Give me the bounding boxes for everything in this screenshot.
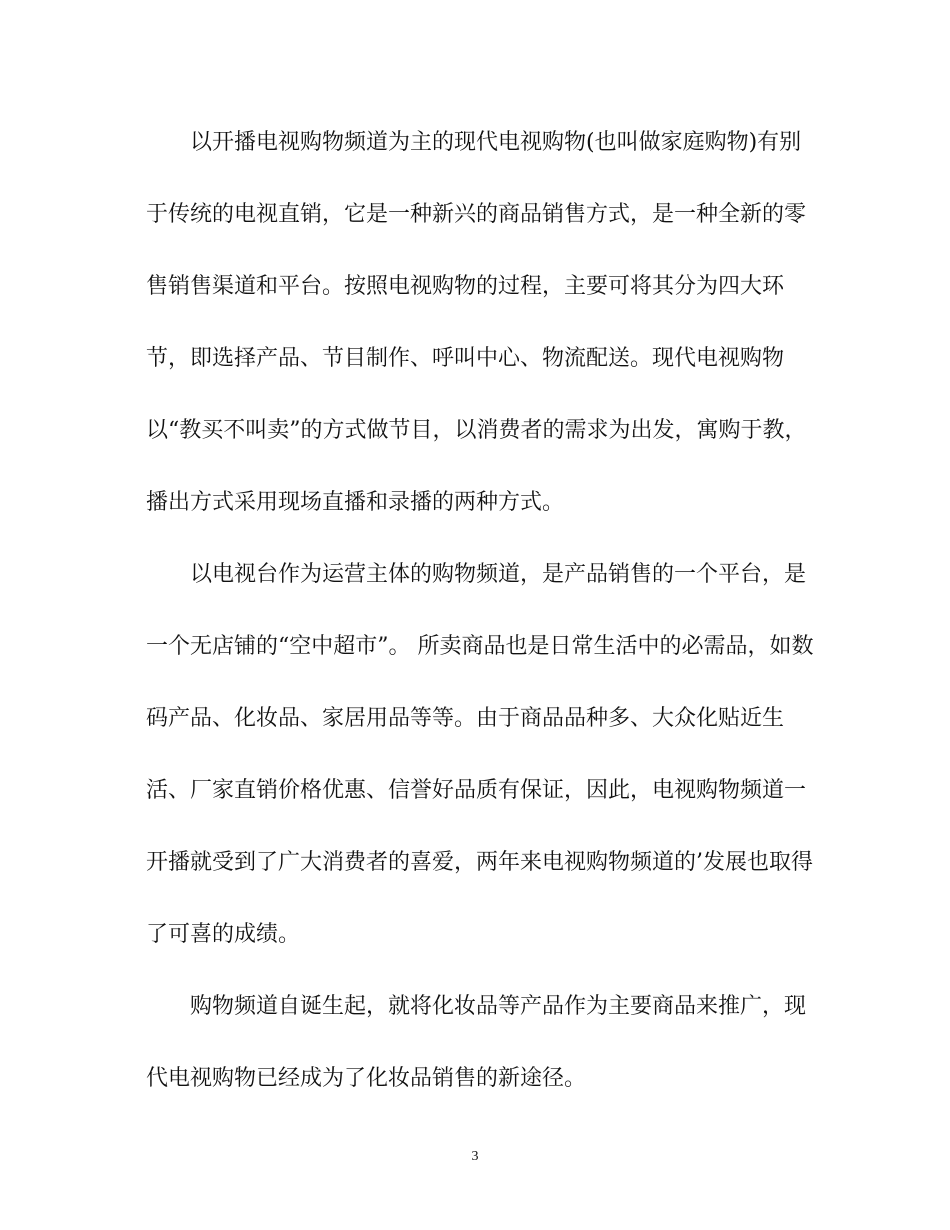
paragraph-1-line-1: 以开播电视购物频道为主的现代电视购物(也叫做家庭购物)有别 xyxy=(190,130,802,155)
paragraph-1-line-3: 售销售渠道和平台。按照电视购物的过程，主要可将其分为四大环 xyxy=(146,274,785,299)
paragraph-2-line-4: 活、厂家直销价格优惠、信誉好品质有保证，因此，电视购物频道一 xyxy=(146,778,807,803)
paragraph-3-line-1: 购物频道自诞生起，就将化妆品等产品作为主要商品来推广，现 xyxy=(190,994,807,1019)
paragraph-3-line-2: 代电视购物已经成为了化妆品销售的新途径。 xyxy=(146,1066,587,1091)
paragraph-2-line-3: 码产品、化妆品、家居用品等等。由于商品品种多、大众化贴近生 xyxy=(146,706,785,731)
paragraph-2-line-5: 开播就受到了广大消费者的喜爱，两年来电视购物频道的’发展也取得 xyxy=(146,850,813,875)
paragraph-1-line-5: 以“教买不叫卖”的方式做节目，以消费者的需求为出发，寓购于教， xyxy=(146,418,807,443)
paragraph-1-line-4: 节，即选择产品、节目制作、呼叫中心、物流配送。现代电视购物 xyxy=(146,346,785,371)
page-number: 3 xyxy=(471,1149,479,1164)
paragraph-2-line-2: 一个无店铺的“空中超市”。 所卖商品也是日常生活中的必需品，如数 xyxy=(146,634,814,659)
paragraph-1-line-2: 于传统的电视直销，它是一种新兴的商品销售方式，是一种全新的零 xyxy=(146,202,807,227)
paragraph-2-line-1: 以电视台作为运营主体的购物频道，是产品销售的一个平台，是 xyxy=(190,562,807,587)
paragraph-2-line-6: 了可喜的成绩。 xyxy=(146,922,301,947)
paragraph-1-line-6: 播出方式采用现场直播和录播的两种方式。 xyxy=(146,490,565,515)
